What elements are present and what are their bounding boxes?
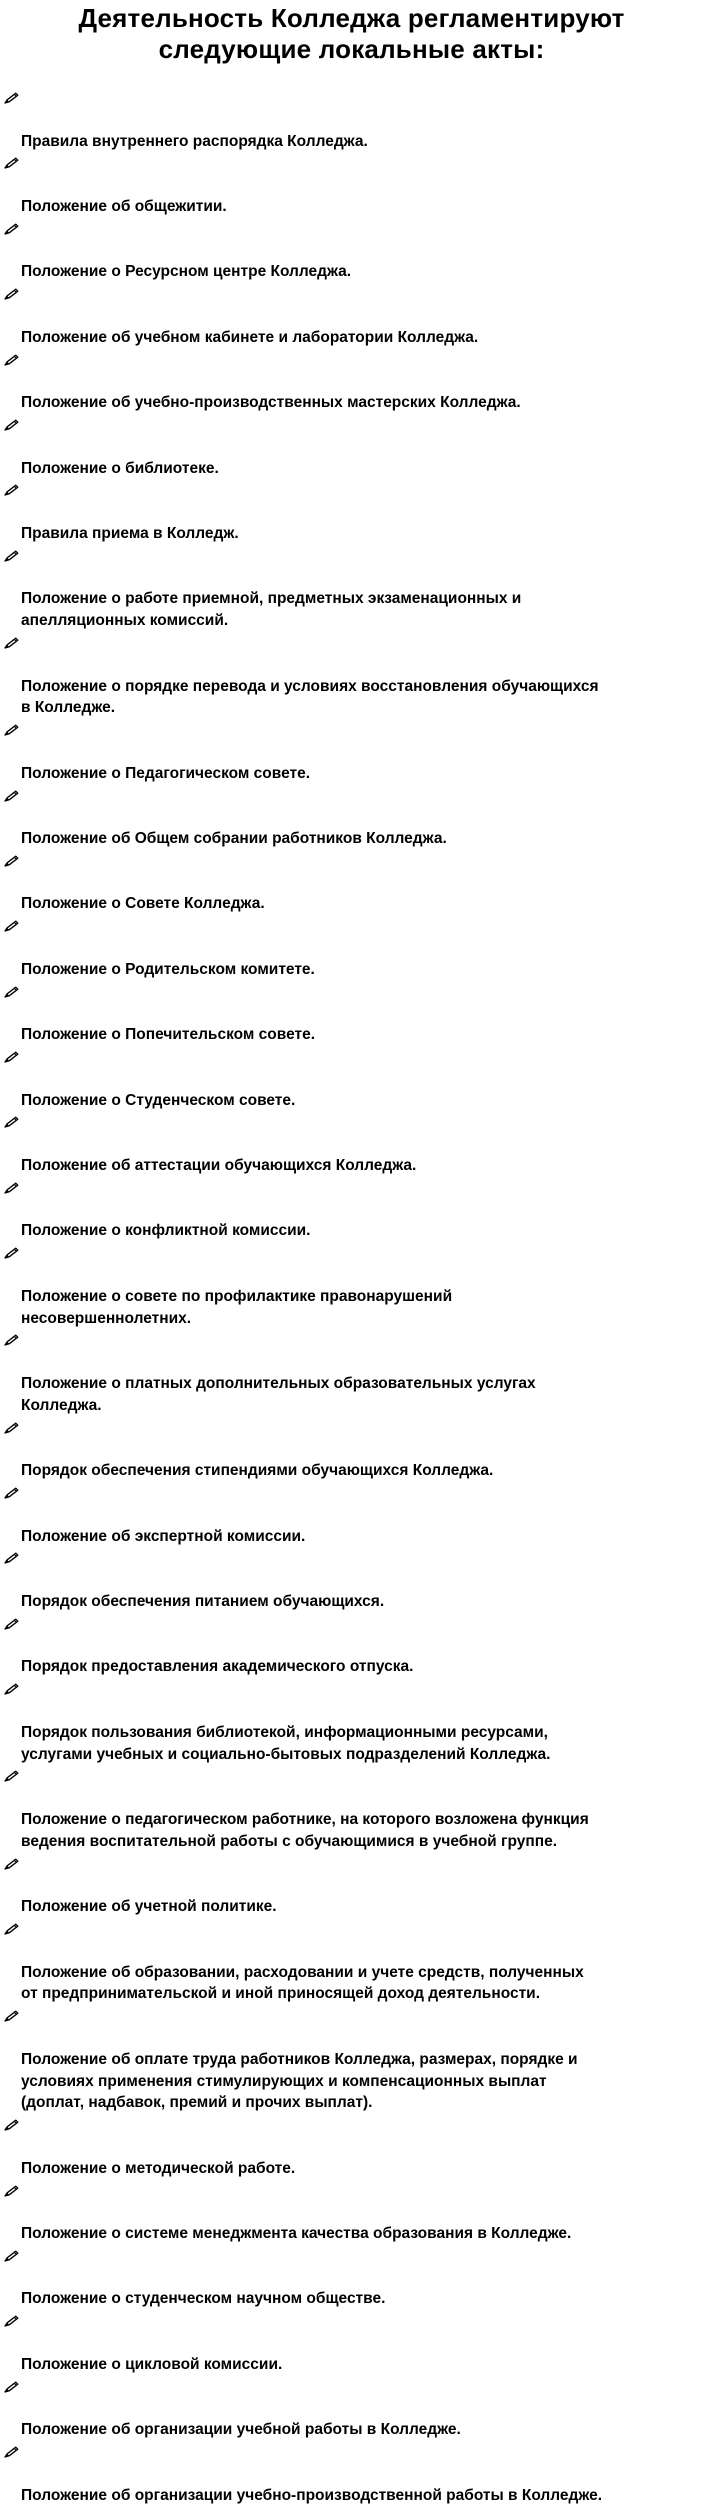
pencil-icon [4, 1051, 19, 1063]
pencil-icon [4, 2119, 19, 2131]
list-item-text: Порядок предоставления академического отпуска. [21, 1658, 414, 1676]
list-item-text: Порядок обеспечения стипендиями обучающихся Колледжа. [21, 1462, 494, 1480]
list-item-text: Положение об аттестации обучающихся Колледжа. [21, 1157, 417, 1175]
list-item-text: Положение о цикловой комиссии. [21, 2355, 283, 2373]
pencil-icon [4, 986, 19, 998]
list-item-text: Положение о работе приемной, предметных экзаменационных и апелляционных комиссий. [21, 590, 522, 630]
list-item-text: Положение об Общем собрании работников Колледжа. [21, 830, 447, 848]
pencil-icon [4, 1683, 19, 1695]
list-item-text: Положение об учебном кабинете и лаборатории Колледжа. [21, 328, 479, 346]
pencil-icon [4, 2250, 19, 2262]
list-item [4, 545, 699, 632]
list-item-text: Положение об экспертной комиссии. [21, 1527, 306, 1545]
list-item-text: Положение о Совете Колледжа. [21, 895, 265, 913]
list-item [4, 2114, 699, 2179]
list-item [4, 1613, 699, 1678]
list-item [4, 1678, 699, 1765]
list-item-text: Положение об учебно-производственных мастерских Колледжа. [21, 394, 521, 412]
pencil-icon [4, 1858, 19, 1870]
list-item-text: Положение о Педагогическом совете. [21, 764, 311, 782]
list-item-text: Положение о Родительском комитете. [21, 960, 315, 978]
pencil-icon [4, 288, 19, 300]
pencil-icon [4, 1770, 19, 1782]
list-item-text: Положение о методической работе. [21, 2159, 296, 2177]
pencil-icon [4, 1422, 19, 1434]
list-item [4, 1329, 699, 1416]
list-item-text: Положение об организации учебно-производственной работы в Колледже. [21, 2486, 603, 2504]
list-item [4, 850, 699, 915]
list-item [4, 2310, 699, 2375]
list-item [4, 1417, 699, 1482]
list-item-text: Правила приема в Колледж. [21, 524, 239, 542]
list-item [4, 2441, 699, 2506]
pencil-icon [4, 1618, 19, 1630]
list-item-text: Положение о Студенческом совете. [21, 1091, 296, 1109]
pencil-icon [4, 2010, 19, 2022]
list-item [4, 2180, 699, 2245]
pencil-icon [4, 1487, 19, 1499]
pencil-icon [4, 223, 19, 235]
pencil-icon [4, 2446, 19, 2458]
pencil-icon [4, 1552, 19, 1564]
list-item [4, 479, 699, 544]
list-item [4, 87, 699, 152]
list-item [4, 719, 699, 784]
pencil-icon [4, 1182, 19, 1194]
pencil-icon [4, 2381, 19, 2393]
pencil-icon [4, 637, 19, 649]
list-item [4, 2005, 699, 2114]
list-item [4, 1918, 699, 2005]
list-item [4, 1111, 699, 1176]
list-item [4, 414, 699, 479]
pencil-icon [4, 920, 19, 932]
pencil-icon [4, 2185, 19, 2197]
list-item-text: Положение об учетной политике. [21, 1898, 277, 1916]
pencil-icon [4, 354, 19, 366]
pencil-icon [4, 157, 19, 169]
list-item [4, 152, 699, 217]
pencil-icon [4, 550, 19, 562]
list-item-text: Положение о системе менеджмента качества образования в Колледже. [21, 2225, 572, 2243]
list-item [4, 218, 699, 283]
list-item-text: Положение о педагогическом работнике, на которого возложена функция ведения воспитательной работы с обучающимися в учебной группе. [21, 1810, 589, 1850]
list-item-text: Положение о Ресурсном центре Колледжа. [21, 263, 352, 281]
page-title-line-1: Деятельность Колледжа регламентируют [78, 3, 625, 33]
list-item [4, 1547, 699, 1612]
list-item [4, 1765, 699, 1852]
list-item [4, 785, 699, 850]
list-item [4, 1482, 699, 1547]
page-title-line-2: следующие локальные акты: [158, 34, 545, 64]
page-title [0, 0, 703, 65]
list-item [4, 283, 699, 348]
list-item [4, 981, 699, 1046]
list-item-text: Правила внутреннего распорядка Колледжа. [21, 132, 368, 150]
list-item [4, 2376, 699, 2441]
pencil-icon [4, 2315, 19, 2327]
list-item [4, 349, 699, 414]
pencil-icon [4, 855, 19, 867]
pencil-icon [4, 419, 19, 431]
list-item-text: Порядок обеспечения питанием обучающихся. [21, 1592, 385, 1610]
list-item-text: Положение об образовании, расходовании и учете средств, полученных от предпринимательской и иной приносящей доход деятельности. [21, 1963, 584, 2003]
list-item-text: Положение о конфликтной комиссии. [21, 1222, 311, 1240]
pencil-icon [4, 1923, 19, 1935]
pencil-icon [4, 790, 19, 802]
list-item-text: Положение о студенческом научном обществе. [21, 2290, 386, 2308]
local-acts-list [0, 65, 703, 2506]
list-item-text: Положение о порядке перевода и условиях восстановления обучающихся в Колледже. [21, 677, 599, 717]
pencil-icon [4, 1116, 19, 1128]
pencil-icon [4, 92, 19, 104]
list-item-text: Положение о Попечительском совете. [21, 1026, 316, 1044]
pencil-icon [4, 1247, 19, 1259]
list-item-text: Положение о совете по профилактике правонарушений несовершеннолетних. [21, 1287, 453, 1327]
list-item [4, 1177, 699, 1242]
pencil-icon [4, 1334, 19, 1346]
list-item-text: Порядок пользования библиотекой, информационными ресурсами, услугами учебных и социально-бытовых подразделений Колледжа. [21, 1723, 551, 1763]
list-item [4, 915, 699, 980]
list-item [4, 632, 699, 719]
list-item-text: Положение об общежитии. [21, 197, 227, 215]
list-item-text: Положение о библиотеке. [21, 459, 219, 477]
pencil-icon [4, 484, 19, 496]
list-item-text: Положение об организации учебной работы в Колледже. [21, 2421, 461, 2439]
list-item [4, 1046, 699, 1111]
list-item [4, 2245, 699, 2310]
list-item-text: Положение об оплате труда работников Колледжа, размерах, порядке и условиях применения стимулирующих и компенсационных выплат (доплат, надбавок, премий и прочих выплат). [21, 2050, 578, 2112]
list-item [4, 1242, 699, 1329]
pencil-icon [4, 724, 19, 736]
list-item [4, 1853, 699, 1918]
list-item-text: Положение о платных дополнительных образовательных услугах Колледжа. [21, 1375, 536, 1414]
